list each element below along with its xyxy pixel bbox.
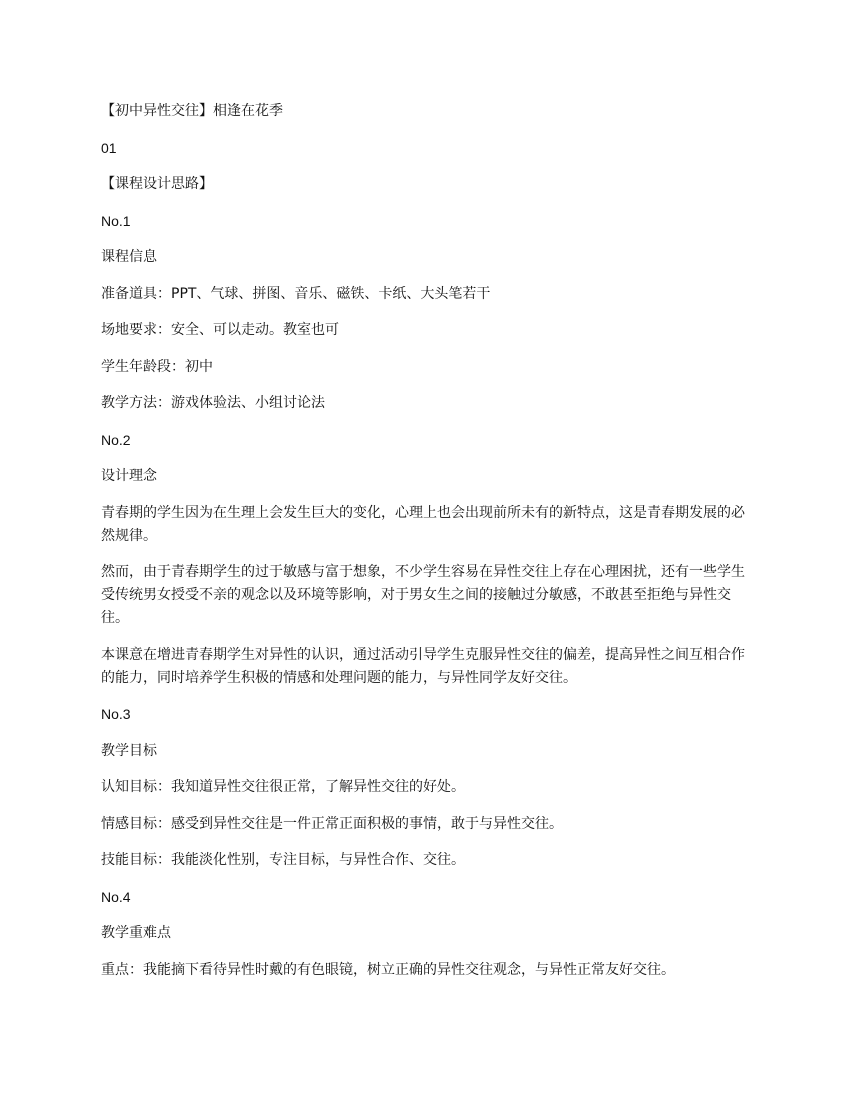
document-title: 【初中异性交往】相逢在花季 — [101, 103, 283, 119]
paragraph: 重点：我能摘下看待异性时戴的有色眼镜，树立正确的异性交往观念，与异性正常友好交往。 — [101, 961, 675, 978]
item-number: No.1 — [101, 212, 131, 229]
item-number: No.2 — [101, 431, 131, 448]
subsection-heading: 课程信息 — [101, 249, 157, 265]
paragraph: 认知目标：我知道异性交往很正常，了解异性交往的好处。 — [101, 779, 465, 795]
subsection-heading: 设计理念 — [101, 468, 157, 484]
paragraph: 场地要求：安全、可以走动。教室也可 — [101, 322, 339, 338]
paragraph: 学生年龄段：初中 — [101, 358, 213, 375]
section-number: 01 — [101, 139, 117, 156]
subsection-heading: 教学目标 — [101, 742, 157, 759]
paragraph: 教学方法：游戏体验法、小组讨论法 — [101, 395, 325, 411]
paragraph: 准备道具：PPT、气球、拼图、音乐、磁铁、卡纸、大头笔若干 — [101, 285, 491, 302]
paragraph: 然而，由于青春期学生的过于敏感与富于想象，不少学生容易在异性交往上存在心理困扰，还有一些学生受传统男女授受不亲的观念以及环境等影响，对于男女生之间的接触过分敏感，不敢甚至拒绝与异性交往。 — [101, 564, 745, 626]
item-number: No.3 — [101, 706, 131, 722]
paragraph: 技能目标：我能淡化性别，专注目标，与异性合作、交往。 — [101, 852, 465, 868]
document-page — [101, 100, 751, 995]
paragraph: 青春期的学生因为在生理上会发生巨大的变化，心理上也会出现前所未有的新特点，这是青春期发展的必然规律。 — [101, 504, 745, 544]
item-number: No.4 — [101, 888, 131, 905]
section-heading: 【课程设计思路】 — [101, 176, 213, 192]
paragraph: 本课意在增进青春期学生对异性的认识，通过活动引导学生克服异性交往的偏差，提高异性之间互相合作的能力，同时培养学生积极的情感和处理问题的能力，与异性同学友好交往。 — [101, 646, 745, 686]
paragraph: 情感目标：感受到异性交往是一件正常正面积极的事情，敢于与异性交往。 — [101, 815, 563, 832]
subsection-heading: 教学重难点 — [101, 925, 171, 941]
